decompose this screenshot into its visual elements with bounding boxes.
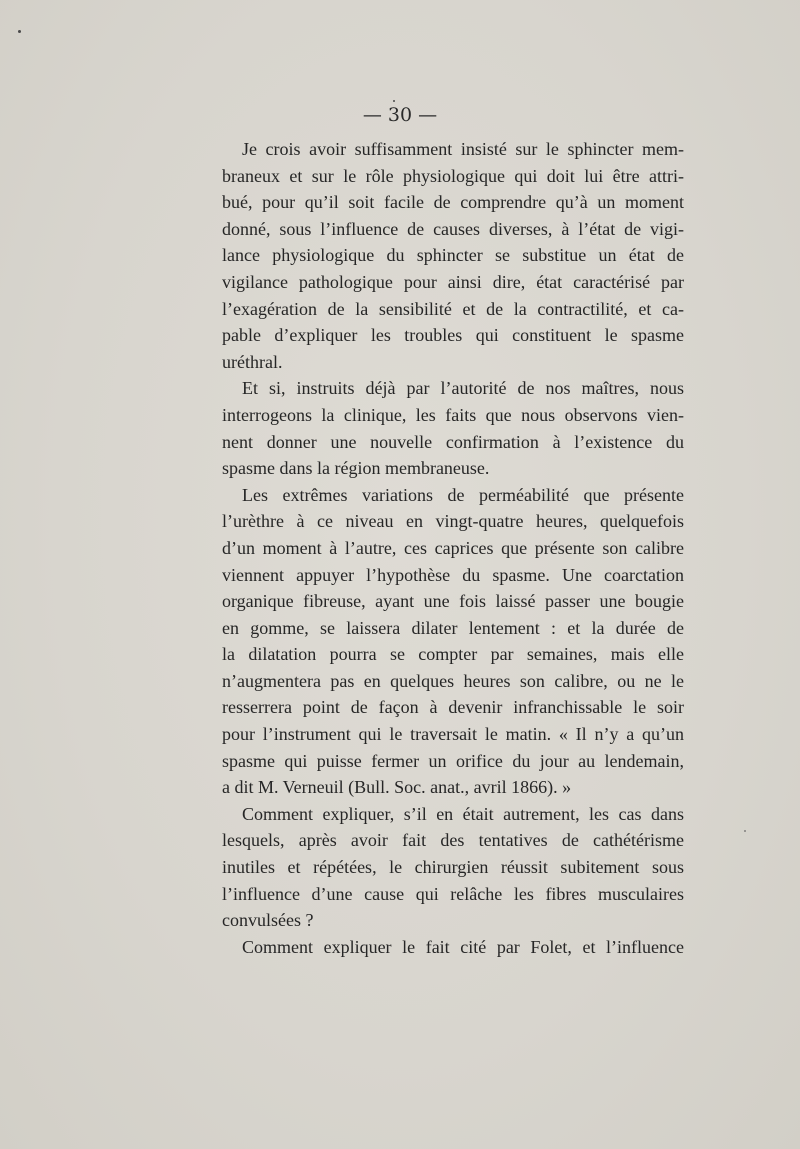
text-line: convulsées ? (222, 910, 314, 931)
text-line: organique fibreuse, ayant une fois laissé passer une bougie (222, 591, 684, 612)
text-line: n’augmentera pas en quelques heures son calibre, ou ne le (222, 670, 684, 691)
text-line: lesquels, après avoir fait des tentatives de cathétérisme (222, 830, 684, 851)
text-line: a dit M. Verneuil (Bull. Soc. anat., avril 1866). » (222, 777, 572, 798)
text-line: bué, pour qu’il soit facile de comprendre qu’à un moment (222, 192, 684, 213)
text-line: nent donner une nouvelle confirmation à l’existence du (222, 431, 684, 452)
text-line: Je crois avoir suffisamment insisté sur le sphincter mem- (242, 139, 684, 159)
text-line: vigilance pathologique pour ainsi dire, état caractérisé par (222, 271, 684, 292)
text-line: Les extrêmes variations de perméabilité que présente (242, 484, 684, 505)
text-line: la dilatation pourra se compter par semaines, mais elle (222, 644, 684, 665)
body-text (222, 136, 684, 960)
text-line: lance physiologique du sphincter se substitue un état de (222, 245, 684, 266)
text-line: spasme qui puisse fermer un orifice du jour au lendemain, (222, 750, 684, 771)
text-line: resserrera point de façon à devenir infranchissable le soir (222, 697, 684, 718)
text-line: l’exagération de la sensibilité et de la contractilité, et ca- (222, 298, 684, 319)
text-line: Comment expliquer le fait cité par Folet, et l’influence (242, 936, 684, 957)
text-line: uréthral. (222, 351, 283, 372)
text-line: pour l’instrument qui le traversait le matin. « Il n’y a qu’un (222, 724, 684, 745)
text-line: Comment expliquer, s’il en était autrement, les cas dans (242, 803, 684, 824)
text-line: pable d’expliquer les troubles qui constituent le spasme (222, 325, 684, 346)
text-line: d’un moment à l’autre, ces caprices que présente son calibre (222, 537, 684, 558)
text-line: braneux et sur le rôle physiologique qui doit lui être attri- (222, 165, 684, 186)
ink-speck (18, 30, 21, 33)
text-line: l’influence d’une cause qui relâche les fibres musculaires (222, 883, 684, 904)
text-line: inutiles et répétées, le chirurgien réussit subitement sous (222, 857, 684, 878)
ink-speck (744, 830, 746, 832)
ink-speck (393, 100, 395, 102)
text-line: viennent appuyer l’hypothèse du spasme. Une coarctation (222, 564, 684, 585)
text-line: l’urèthre à ce niveau en vingt-quatre heures, quelquefois (222, 511, 684, 532)
text-line: en gomme, se laissera dilater lentement : et la durée de (222, 617, 684, 638)
page-number: — 30 — (362, 104, 438, 126)
text-line: interrogeons la clinique, les faits que nous observons vien- (222, 404, 684, 425)
text-line: donné, sous l’influence de causes diverses, à l’état de vigi- (222, 218, 684, 239)
text-line: Et si, instruits déjà par l’autorité de nos maîtres, nous (242, 378, 684, 399)
text-line: spasme dans la région membraneuse. (222, 458, 490, 479)
